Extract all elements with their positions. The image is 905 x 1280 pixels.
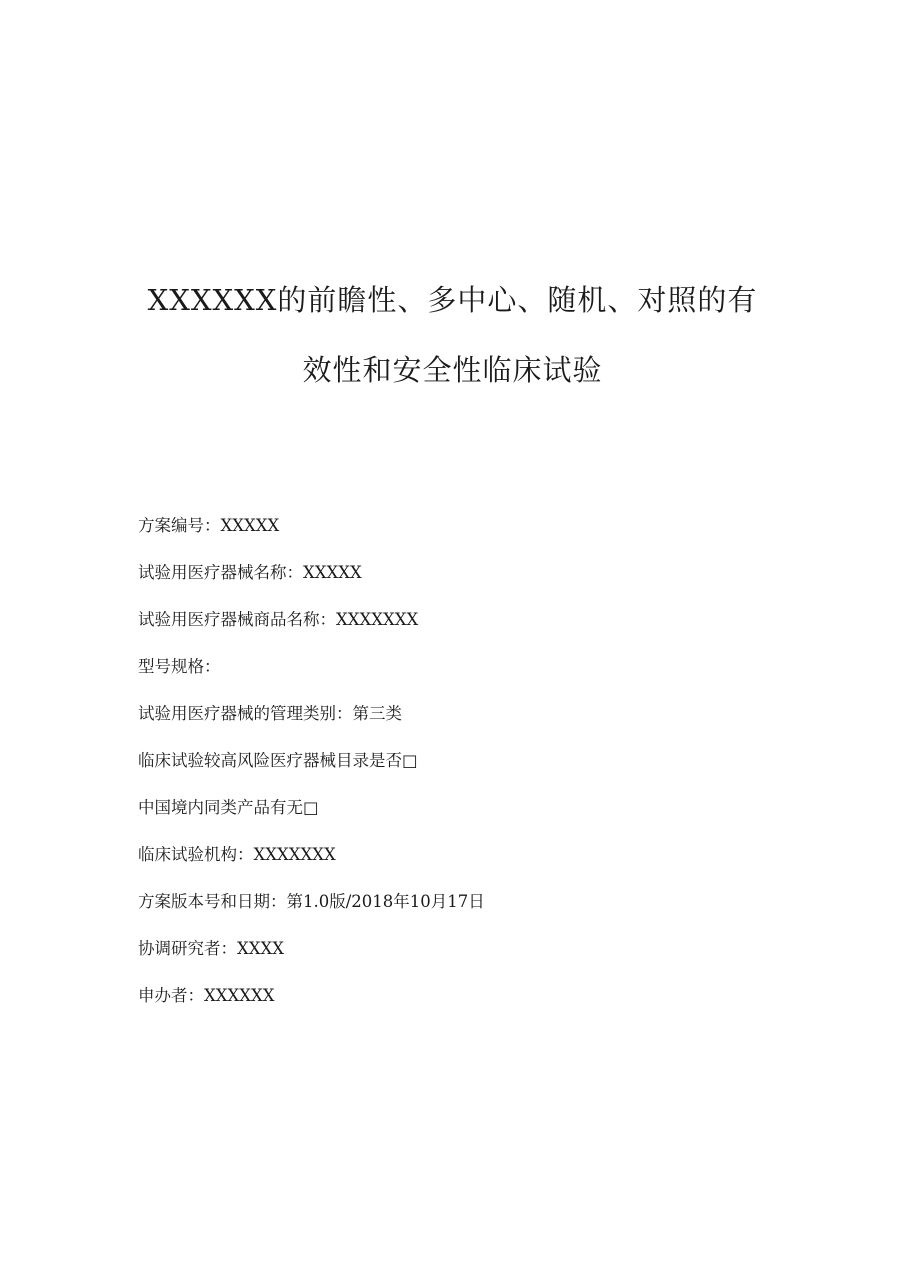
coordinating-investigator: 协调研究者：XXXX (138, 939, 284, 958)
protocol-number: 方案编号：XXXXX (138, 516, 280, 535)
trial-institution: 临床试验机构：XXXXXXX (138, 845, 336, 864)
model-specification: 型号规格： (138, 657, 221, 676)
device-name: 试验用医疗器械名称：XXXXX (138, 563, 362, 582)
management-category: 试验用医疗器械的管理类别：第三类 (138, 704, 402, 723)
protocol-version-date: 方案版本号和日期：第1.0版/2018年10月17日 (138, 892, 485, 911)
device-trade-name: 试验用医疗器械商品名称：XXXXXXX (138, 610, 419, 629)
protocol-info-list (138, 514, 838, 1031)
sponsor: 申办者：XXXXXX (138, 986, 275, 1005)
high-risk-catalog: 临床试验较高风险医疗器械目录是否□ (138, 751, 418, 770)
title-line-1: XXXXXX的前瞻性、多中心、随机、对照的有 (147, 283, 758, 317)
domestic-similar-products: 中国境内同类产品有无□ (138, 798, 319, 817)
title-line-2: 效性和安全性临床试验 (302, 353, 603, 387)
